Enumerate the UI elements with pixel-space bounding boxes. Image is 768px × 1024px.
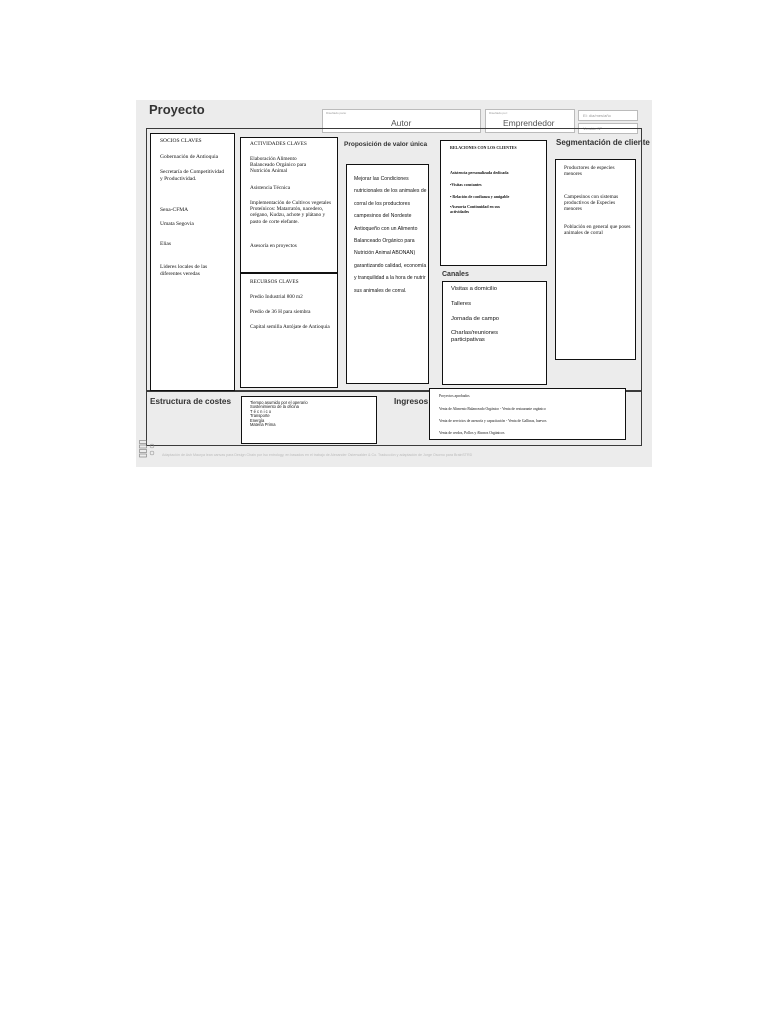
ingresos-box [429,388,626,440]
ingresos-item: Venta de cerdos, Pollos y Abonos Orgánicos [439,431,505,435]
segmentacion-item: Campesinos con sistemas productivos de Especies menores [564,194,619,213]
costes-header: Estructura de costes [150,397,231,406]
recursos-item: Predio de 36 H para siembra [250,309,311,315]
project-title: Proyecto [149,102,205,117]
actividades-item: Asistencia Técnica [250,185,291,191]
recursos-claves-box [240,273,338,388]
canales-item: Jornada de campo [451,316,500,322]
recursos-item: Predio Industrial 800 m2 [250,294,303,300]
emprendedor-value: Emprendedor [503,118,555,128]
propuesta-header: Proposición de valor única [344,141,428,148]
actividades-item: Asesoría en proyectos [250,243,297,249]
socios-item: Secretaría de Competitividad y Productividad. [160,169,225,182]
cc-license-icon [139,440,161,460]
socios-item: Lideres locales de las diferentes veredas [160,264,208,277]
costes-item: Materia Prima [250,422,276,427]
costes-item: T é c n i c o [250,408,272,414]
costes-item: Transporte [250,413,270,419]
recursos-item: Capital semilla Antójate de Antioquia [250,324,330,330]
socios-item: Sena-CFMA [160,207,189,213]
costes-item: Tiempo asumido por el operario [250,400,308,405]
version-field: Versión Nº [578,123,638,134]
actividades-item: Implementación de Cultivos vegetales Proteínicos: Matarratón, nacedero, orégano, Kudzu, achote y plátano y pasto de corte elefante. [250,200,332,225]
ingresos-item: Proyectos aprobados [439,394,470,398]
relaciones-item: Asistencia personalizada dedicada [450,170,509,175]
propuesta-box [346,164,429,384]
license-logo [139,440,161,460]
segmentacion-item: Población en general que poses animales de corral [564,224,631,237]
canales-box [442,281,547,385]
recursos-claves-title: RECURSOS CLAVES [250,279,299,285]
segmentacion-header: Segmentación de cliente [556,138,650,147]
ingresos-item: Venta de Alimento Balanceado Orgánico - Venta de restaurante orgánico [439,407,546,411]
segmentacion-item: Productores de especies menores [564,165,615,178]
designed-for-label: Diseñado para: [326,111,347,115]
canales-item: Charlas/reuniones participativas [451,330,499,343]
propuesta-text: Mejorar las Condiciones nutricionales de los animales de corral de los productores campesinos del Nordeste Antioqueño con un Alimento Balanceado Orgánico para Nutrición Animal ABONAN) garantizando calidad, economía y tranquilidad a la hora de nutrir sus animales de corral. [354,176,427,294]
canales-item: Visitas a domicilio [451,286,497,292]
designed-by-label: Diseñado por: [489,111,508,115]
socios-claves-title: SOCIOS CLAVES [160,138,202,144]
socios-claves-box [150,133,235,391]
canales-item: Talleres [451,301,471,307]
autor-value: Autor [391,118,412,128]
actividades-claves-title: ACTIVIDADES CLAVES [250,141,307,147]
relaciones-title: RELACIONES CON LOS CLIENTES [450,145,517,150]
actividades-item: Elaboración Alimento Balanceado Orgánico para Nutrición Animal [250,156,307,175]
socios-item: Umata Segovia [160,221,194,227]
socios-item: Elias [160,241,171,247]
costes-box [241,396,377,444]
socios-item: Gobernación de Antioquia [160,154,219,160]
date-field: El: día/mes/año [578,110,638,121]
footer-credit: Adaptación de Ash Maurya lean canvas para Design Chain por Iso entrology, en basados en el trabajo de Alexander Osterwalder & Co. Traducción y adaptación de Jorge Osorno para BrainSTRD [162,453,473,457]
relaciones-item: •Asesoría Continuidad en sus actividades [450,204,500,214]
segmentacion-box [555,159,636,360]
canales-header: Canales [442,271,469,278]
ingresos-header: Ingresos [394,397,429,406]
relaciones-item: •Visitas constantes [450,182,482,187]
relaciones-item: • Relación de confianza y amigable [450,194,510,199]
relaciones-box [440,140,547,266]
lean-canvas-sheet [136,100,652,467]
costes-item: Energía [250,417,265,423]
ingresos-item: Venta de servicios de asesoría y capacitación - Venta de Gallinas, huevos [439,419,547,423]
costes-item: Sostenimiento de la oficina [250,404,299,410]
actividades-claves-box [240,137,338,273]
